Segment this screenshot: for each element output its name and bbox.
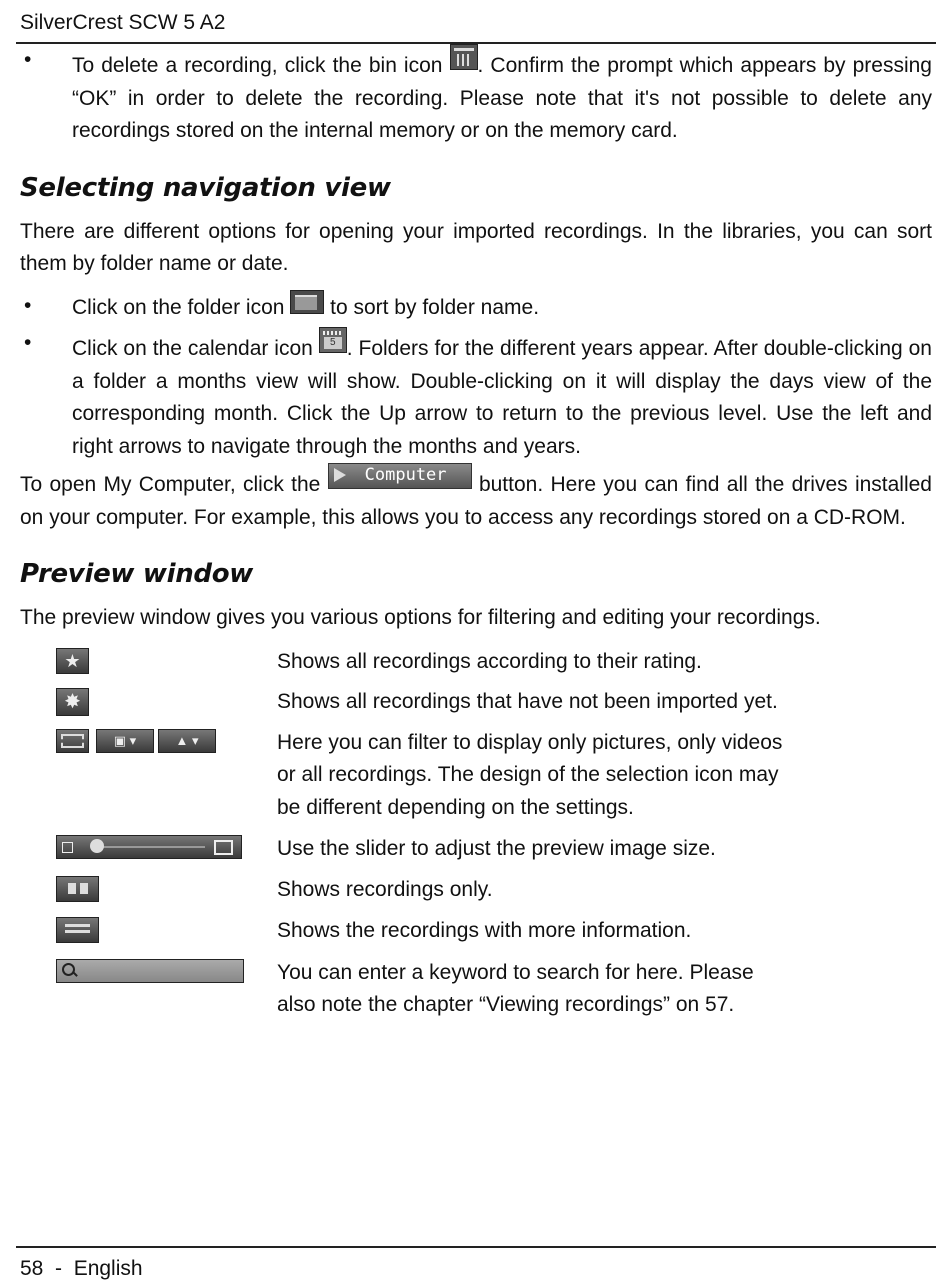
- table-row: [20, 915, 932, 948]
- page-content: [20, 44, 932, 1022]
- table-row: [20, 957, 932, 1022]
- row-description: Use the slider to adjust the preview image size.: [277, 837, 716, 860]
- page-footer: 58 - English: [20, 1257, 143, 1280]
- bin-icon: [450, 44, 478, 70]
- paragraph-text: To open My Computer, click the: [20, 473, 328, 496]
- heading-preview-window: Preview window: [20, 559, 254, 589]
- preview-intro: The preview window gives you various options for filtering and editing your recordings.: [20, 606, 821, 629]
- computer-button-label: Computer: [364, 465, 447, 485]
- table-row: [20, 686, 932, 719]
- bullet-folder-sort: [20, 290, 932, 325]
- play-arrow-icon: [334, 468, 346, 482]
- document-header: SilverCrest SCW 5 A2: [20, 11, 226, 34]
- heading-navigation-view: Selecting navigation view: [20, 172, 391, 203]
- bullet-dot: •: [24, 331, 32, 354]
- row-description: Shows all recordings according to their rating.: [277, 649, 702, 673]
- computer-paragraph: [20, 463, 932, 534]
- table-row: [20, 727, 932, 825]
- bullet-text: Click on the folder icon: [72, 295, 291, 319]
- table-row: [20, 833, 932, 866]
- computer-button: [328, 463, 472, 489]
- row-description: Shows recordings only.: [277, 877, 493, 901]
- preview-options-table: [20, 646, 932, 1022]
- row-description: Shows all recordings that have not been imported yet.: [277, 690, 778, 713]
- folder-icon: [290, 290, 324, 314]
- row-description: You can enter a keyword to search for here. Please also note the chapter “Viewing recordings” on 57.: [277, 960, 754, 1016]
- footer-rule: [16, 1246, 936, 1248]
- paragraph-text: button. Here you can find all the drives installed on your computer. For example, this allows you to access any recordings stored on a CD-ROM.: [20, 473, 932, 529]
- star-icon: ★: [56, 648, 89, 674]
- size-slider: [56, 835, 242, 859]
- bullet-text: Click on the calendar icon: [72, 337, 319, 360]
- bullet-dot: •: [24, 48, 32, 71]
- bullet-calendar-sort: [20, 327, 932, 463]
- picture-video-dropdown-icon: ▣ ▾: [96, 729, 154, 753]
- bullet-text: . Confirm the prompt which appears by pressing “OK” in order to delete the recording. Please note that it's not possible to delete any recordings stored on the internal memory or on the memory card.: [72, 54, 932, 142]
- bullet-text: To delete a recording, click the bin icon: [72, 54, 450, 77]
- bullet-delete-recording: [20, 44, 932, 148]
- picture-dropdown-icon: ▲ ▾: [158, 729, 216, 753]
- bullet-text: to sort by folder name.: [324, 295, 540, 319]
- bullet-dot: •: [24, 293, 32, 317]
- navigation-intro: There are different options for opening your imported recordings. In the libraries, you can sort them by folder name or date.: [20, 219, 932, 275]
- film-filter-icon: [56, 729, 89, 753]
- table-row: [20, 646, 932, 679]
- bullet-text: . Folders for the different years appear. After double-clicking on a folder a months view will show. Double-clicking on it will display the days view of the corresponding month. Click the Up arrow to return to the previous level. Use the left and right arrows to navigate through the months and years.: [72, 337, 932, 458]
- thumbnail-view-icon: [56, 876, 99, 902]
- row-description: Here you can filter to display only pictures, only videos or all recordings. The design of the selection icon may be different depending on the settings.: [277, 730, 783, 819]
- search-field: [56, 959, 244, 983]
- new-burst-icon: ✸: [56, 688, 89, 716]
- details-view-icon: [56, 917, 99, 943]
- table-row: [20, 874, 932, 907]
- calendar-day: 5: [324, 337, 342, 349]
- row-description: Shows the recordings with more information.: [277, 919, 692, 942]
- calendar-icon: [319, 327, 347, 353]
